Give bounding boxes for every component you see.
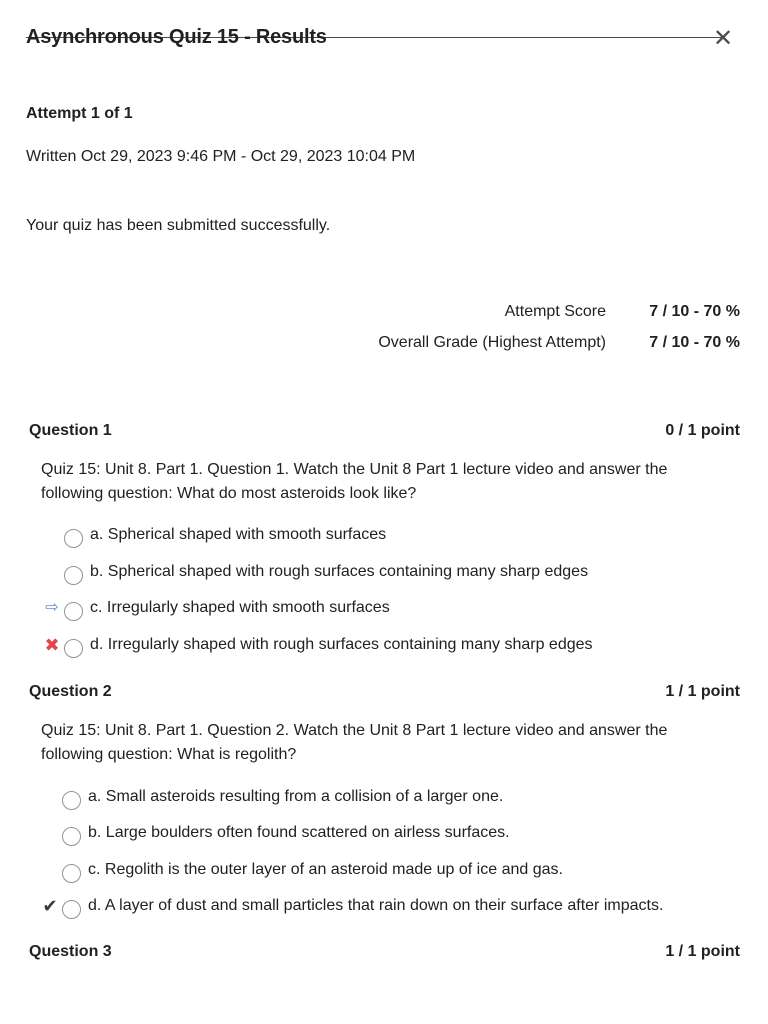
question-points: 0 / 1 point [665,422,740,439]
question-text: Quiz 15: Unit 8. Part 1. Question 1. Watch the Unit 8 Part 1 lecture video and answer the following question: What do most asteroids look like? [41,461,668,502]
submitted-message: Your quiz has been submitted successfully. [26,217,331,234]
option-label: b. Large boulders often found scattered on airless surfaces. [88,824,510,841]
attempt-label: Attempt 1 of 1 [26,105,133,122]
checkmark-icon: ✔ [42,896,58,916]
option-label: d. Irregularly shaped with rough surfaces containing many sharp edges [90,636,593,653]
radio-button[interactable] [62,791,81,810]
option-marker-empty [40,860,60,880]
attempt-score-value: 7 / 10 - 70 % [649,303,740,320]
option-label: b. Spherical shaped with rough surfaces containing many sharp edges [90,563,589,580]
question-text: Quiz 15: Unit 8. Part 1. Question 2. Watch the Unit 8 Part 1 lecture video and answer the following question: What is regolith? [41,722,668,763]
radio-button[interactable] [64,602,83,621]
question-header [29,683,740,705]
question-points: 1 / 1 point [665,683,740,700]
option-label: c. Irregularly shaped with smooth surfaces [90,599,390,616]
question-header [29,943,740,965]
radio-button[interactable] [62,827,81,846]
answer-option[interactable] [42,596,390,620]
dialog-header [26,26,742,54]
answer-option[interactable] [40,821,510,845]
answer-option[interactable] [40,858,563,882]
answer-option[interactable] [40,894,663,918]
incorrect-x-icon: ✖ [44,635,60,655]
overall-grade-label: Overall Grade (Highest Attempt) [378,334,606,351]
question-points: 1 / 1 point [665,943,740,960]
option-label: a. Small asteroids resulting from a collision of a larger one. [88,788,504,805]
arrow-icon: ⇨ [45,599,59,616]
radio-button[interactable] [64,529,83,548]
question-title: Question 3 [29,943,112,960]
answer-option[interactable] [42,523,386,547]
option-label: c. Regolith is the outer layer of an asteroid made up of ice and gas. [88,861,563,878]
option-marker-empty [40,823,60,843]
attempt-score-row [505,301,740,323]
option-marker-empty [40,787,60,807]
option-marker-empty [42,562,62,582]
radio-button[interactable] [64,566,83,585]
answer-option[interactable] [42,560,588,584]
option-label: d. A layer of dust and small particles that rain down on their surface after impacts. [88,897,664,914]
overall-grade-value: 7 / 10 - 70 % [649,334,740,351]
radio-button[interactable] [62,864,81,883]
answer-option[interactable] [42,633,593,657]
option-label: a. Spherical shaped with smooth surfaces [90,526,387,543]
question-header [29,422,740,444]
question-title: Question 2 [29,683,112,700]
overall-grade-row [378,332,740,354]
attempt-score-label: Attempt Score [504,303,606,320]
radio-button[interactable] [64,639,83,658]
radio-button[interactable] [62,900,81,919]
option-marker-empty [42,525,62,545]
question-title: Question 1 [29,422,112,439]
answer-option[interactable] [40,785,503,809]
written-timestamp: Written Oct 29, 2023 9:46 PM - Oct 29, 2023 10:04 PM [26,148,416,165]
page-title: Asynchronous Quiz 15 - Results [26,26,327,48]
close-icon[interactable]: ✕ [712,24,734,52]
